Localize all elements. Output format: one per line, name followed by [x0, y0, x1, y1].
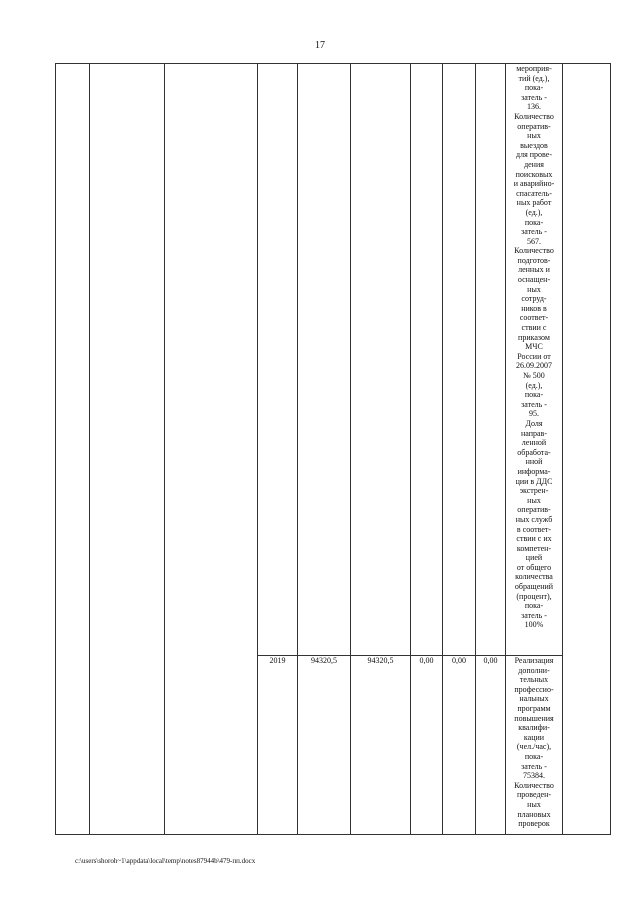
- program-table: [55, 63, 611, 835]
- indicator-line: поисковых: [515, 169, 553, 179]
- indicator-line: оператив-: [517, 121, 551, 131]
- indicator-line: России от: [517, 351, 551, 361]
- indicator-line: ных служб: [515, 514, 553, 524]
- indicator-line: № 500: [523, 371, 545, 380]
- indicator-line: сотруд-: [521, 294, 547, 304]
- indicator-line: затель -: [521, 761, 547, 771]
- indicator-text-block-2: [506, 656, 562, 829]
- indicator-line: ствии с их: [516, 534, 552, 544]
- indicator-line: выездов: [520, 140, 548, 150]
- indicator-line: (процент),: [516, 591, 552, 601]
- year-2019: 2019: [258, 656, 298, 835]
- cell-task: [90, 64, 165, 835]
- indicator-line: 567.: [527, 236, 541, 246]
- indicator-line: плановых: [517, 809, 551, 819]
- indicator-line: количества: [515, 572, 553, 582]
- indicator-line: Доля: [525, 418, 543, 428]
- indicator-line: 100%: [524, 620, 544, 630]
- indicator-line: ленных и: [518, 265, 550, 275]
- indicator-line: оператив-: [517, 505, 551, 515]
- indicator-line: от общего: [516, 562, 552, 572]
- cell-local-budget: [351, 64, 411, 656]
- cell-indicators: [506, 64, 563, 656]
- indicator-line: затель -: [521, 92, 547, 102]
- cell-executor: [165, 64, 258, 835]
- cell-other-sources: [476, 64, 506, 656]
- indicator-line: ников в: [521, 303, 547, 313]
- indicator-line: пока-: [524, 390, 544, 400]
- indicator-line: пока-: [524, 601, 544, 611]
- indicator-line: кации: [523, 732, 545, 742]
- document-path: c:\users\shoroh~1\appdata\local\temp\notes87944b\479-пп.docx: [75, 857, 256, 865]
- indicator-line: нальных: [519, 694, 549, 704]
- indicator-line: спасатель-: [516, 188, 552, 198]
- indicator-line: профессио-: [514, 684, 554, 694]
- indicator-line: тий (ед.),: [518, 73, 550, 83]
- cell-total: [298, 64, 351, 656]
- indicator-line: обращений: [514, 582, 554, 592]
- indicator-line: затель -: [521, 399, 547, 409]
- indicator-line: ции в ДДС: [515, 476, 553, 486]
- indicator-line: мероприя-: [516, 64, 552, 73]
- cell-indicators-2019: [506, 656, 563, 835]
- indicator-line: пока-: [524, 217, 544, 227]
- cell-number: [56, 64, 90, 835]
- indicator-line: 26.09.2007: [516, 361, 552, 371]
- indicator-line: в соответ-: [516, 524, 552, 534]
- indicator-line: ных: [527, 495, 541, 505]
- cell-federal-budget: [443, 64, 476, 656]
- indicator-line: ствии с: [521, 323, 547, 333]
- indicator-line: пока-: [524, 751, 544, 761]
- table-row-continuation: [56, 64, 611, 656]
- indicator-text-block-1: [506, 64, 562, 630]
- regional-budget-amount: 0,00: [411, 656, 443, 835]
- page-number: 17: [315, 40, 325, 51]
- indicator-line: цией: [525, 553, 543, 563]
- indicator-line: соответ-: [519, 313, 549, 323]
- cell-regional-budget: [411, 64, 443, 656]
- indicator-line: пока-: [524, 83, 544, 93]
- indicator-line: приказом: [518, 332, 550, 342]
- indicator-line: (чел./час),: [516, 742, 552, 752]
- indicator-line: Количество: [514, 111, 554, 121]
- indicator-line: затель -: [521, 610, 547, 620]
- indicator-line: ных: [527, 131, 541, 141]
- indicator-line: (ед.),: [525, 207, 543, 217]
- indicator-line: дополни-: [518, 665, 550, 675]
- indicator-line: обработа-: [517, 447, 551, 457]
- indicator-line: ных: [527, 284, 541, 294]
- indicator-line: оснащен-: [517, 275, 551, 285]
- indicator-line: дения: [524, 159, 544, 169]
- indicator-line: ных: [527, 799, 541, 809]
- cell-year: [258, 64, 298, 656]
- indicator-line: 136.: [527, 102, 541, 112]
- indicator-line: повышения: [514, 713, 554, 723]
- local-budget-amount: 94320,5: [351, 656, 411, 835]
- indicator-line: направ-: [521, 428, 547, 438]
- indicator-line: Количество: [514, 246, 554, 256]
- indicator-line: (ед.),: [525, 380, 543, 390]
- indicator-line: проверок: [518, 819, 550, 829]
- federal-budget-amount: 0,00: [443, 656, 476, 835]
- indicator-line: 95.: [529, 409, 539, 419]
- indicator-line: тельных: [519, 675, 549, 685]
- indicator-line: компетен-: [516, 543, 552, 553]
- indicator-line: информа-: [517, 466, 551, 476]
- indicator-line: Реализация: [514, 656, 554, 665]
- indicator-line: ных работ: [516, 198, 552, 208]
- indicator-line: Количество: [514, 780, 554, 790]
- indicator-line: экстрен-: [519, 486, 549, 496]
- indicator-line: подготов-: [517, 255, 551, 265]
- indicator-line: для прове-: [516, 150, 552, 160]
- total-amount: 94320,5: [298, 656, 351, 835]
- indicator-line: проведен-: [516, 790, 552, 800]
- indicator-line: нной: [525, 457, 543, 467]
- indicator-line: ленной: [521, 438, 547, 448]
- indicator-line: и аварийно-: [513, 179, 555, 189]
- indicator-line: 75384.: [523, 771, 545, 781]
- indicator-line: затель -: [521, 227, 547, 237]
- indicator-line: программ: [517, 703, 551, 713]
- indicator-line: квалифи-: [518, 723, 550, 733]
- indicator-line: МЧС: [525, 342, 543, 352]
- cell-result: [563, 64, 611, 835]
- other-sources-amount: 0,00: [476, 656, 506, 835]
